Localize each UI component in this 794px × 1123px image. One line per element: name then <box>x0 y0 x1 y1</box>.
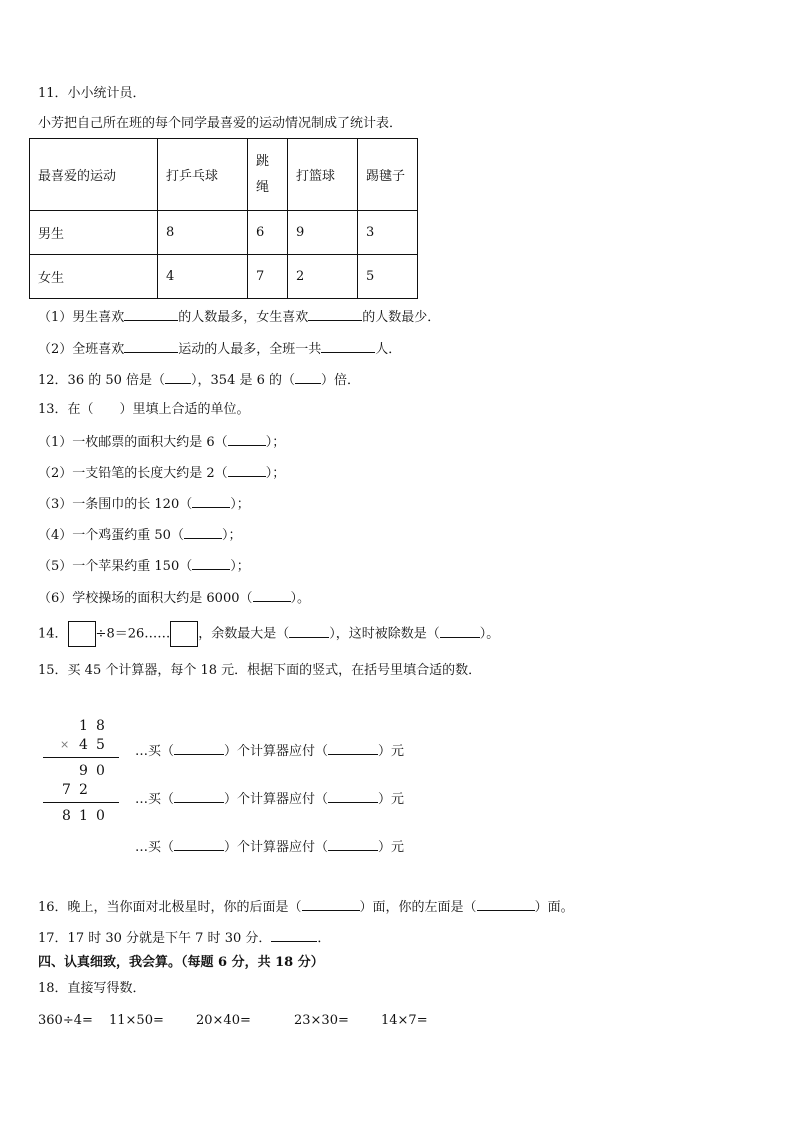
row-label: 男生 <box>30 211 158 255</box>
digit: 1 <box>79 808 88 824</box>
answer-blank[interactable] <box>302 898 360 911</box>
answer-blank[interactable] <box>174 790 224 803</box>
digit: 4 <box>79 737 88 753</box>
q12: 12．36 的 50 倍是（ ），354 是 6 的（ ）倍． <box>38 373 361 388</box>
expression: 14×7= <box>381 1013 428 1028</box>
answer-blank[interactable] <box>124 340 178 353</box>
q13-item: （1）一枚邮票的面积大约是 6（ ）； <box>38 435 286 450</box>
q13-title: 13．在（ ）里填上合适的单位。 <box>38 402 250 417</box>
table-cell: 3 <box>358 211 418 255</box>
table-cell: 8 <box>158 211 248 255</box>
q15-line: …买（ ）个计算器应付（ ）元 <box>135 840 405 855</box>
table-cell: 9 <box>288 211 358 255</box>
answer-blank[interactable] <box>192 495 230 508</box>
sports-stats-table <box>29 138 418 299</box>
q13-item: （3）一条围巾的长 120（ ）； <box>38 497 250 512</box>
remainder-box[interactable] <box>170 621 198 647</box>
q15-title: 15．买 45 个计算器，每个 18 元．根据下面的竖式，在括号里填合适的数． <box>38 663 482 678</box>
table-header-cell: 踢毽子 <box>358 139 418 211</box>
divider-line <box>43 757 119 758</box>
table-header-cell: 打篮球 <box>288 139 358 211</box>
digit: 0 <box>96 763 105 779</box>
answer-blank[interactable] <box>321 340 375 353</box>
digit: 2 <box>79 782 88 798</box>
vertical-multiplication <box>55 716 135 831</box>
expression: 11×50= <box>109 1013 164 1028</box>
table-row <box>30 211 418 255</box>
table-cell: 2 <box>288 255 358 299</box>
q17: 17．17 时 30 分就是下午 7 时 30 分． ． <box>38 931 331 946</box>
answer-blank[interactable] <box>477 898 535 911</box>
answer-blank[interactable] <box>289 625 329 638</box>
table-cell: 5 <box>358 255 418 299</box>
q13-item: （6）学校操场的面积大约是 6000（ ）。 <box>38 591 311 606</box>
q13-item: （4）一个鸡蛋约重 50（ ）； <box>38 528 242 543</box>
expression: 360÷4= <box>38 1013 93 1028</box>
answer-blank[interactable] <box>271 929 317 942</box>
table-cell: 7 <box>248 255 288 299</box>
answer-blank[interactable] <box>328 838 378 851</box>
table-header-cell: 最喜爱的运动 <box>30 139 158 211</box>
digit: 8 <box>96 718 105 734</box>
answer-blank[interactable] <box>328 742 378 755</box>
table-cell: 4 <box>158 255 248 299</box>
answer-blank[interactable] <box>192 557 230 570</box>
multiply-sign: × <box>60 738 70 751</box>
answer-blank[interactable] <box>184 526 222 539</box>
table-header-cell: 打乒乓球 <box>158 139 248 211</box>
row-label: 女生 <box>30 255 158 299</box>
answer-blank[interactable] <box>295 371 321 384</box>
divider-line <box>43 802 119 803</box>
answer-blank[interactable] <box>228 464 266 477</box>
q11-title: 11．小小统计员． <box>38 86 146 101</box>
digit: 7 <box>62 782 71 798</box>
digit: 0 <box>96 808 105 824</box>
digit: 9 <box>79 763 88 779</box>
q15-line: …买（ ）个计算器应付（ ）元 <box>135 792 405 807</box>
q11-sub1: （1）男生喜欢 的人数最多，女生喜欢 的人数最少． <box>38 310 441 325</box>
answer-blank[interactable] <box>253 589 291 602</box>
q11-sub2: （2）全班喜欢 运动的人最多，全班一共 人． <box>38 342 402 357</box>
q11-intro: 小芳把自己所在班的每个同学最喜爱的运动情况制成了统计表． <box>38 116 403 131</box>
answer-blank[interactable] <box>328 790 378 803</box>
table-cell: 6 <box>248 211 288 255</box>
digit: 5 <box>96 737 105 753</box>
answer-blank[interactable] <box>165 371 191 384</box>
answer-blank[interactable] <box>308 308 362 321</box>
table-row <box>30 139 418 211</box>
q15-line: …买（ ）个计算器应付（ ）元 <box>135 744 405 759</box>
q16: 16．晚上，当你面对北极星时，你的后面是（ ）面，你的左面是（ ）面。 <box>38 900 574 915</box>
answer-blank[interactable] <box>174 838 224 851</box>
section-heading: 四、认真细致，我会算。（每题 6 分，共 18 分） <box>38 955 324 970</box>
q18-title: 18．直接写得数． <box>38 981 146 996</box>
answer-blank[interactable] <box>124 308 178 321</box>
expression: 23×30= <box>294 1013 349 1028</box>
digit: 1 <box>79 718 88 734</box>
digit: 8 <box>62 808 71 824</box>
table-row <box>30 255 418 299</box>
dividend-box[interactable] <box>68 621 96 647</box>
answer-blank[interactable] <box>440 625 480 638</box>
table-header-cell: 跳 绳 <box>248 139 288 211</box>
answer-blank[interactable] <box>174 742 224 755</box>
q14: 14． ÷8＝26…… ，余数最大是（ ），这时被除数是（ ）。 <box>38 621 499 648</box>
expression: 20×40= <box>196 1013 251 1028</box>
q13-item: （5）一个苹果约重 150（ ）； <box>38 559 250 574</box>
answer-blank[interactable] <box>228 433 266 446</box>
q13-item: （2）一支铅笔的长度大约是 2（ ）； <box>38 466 286 481</box>
